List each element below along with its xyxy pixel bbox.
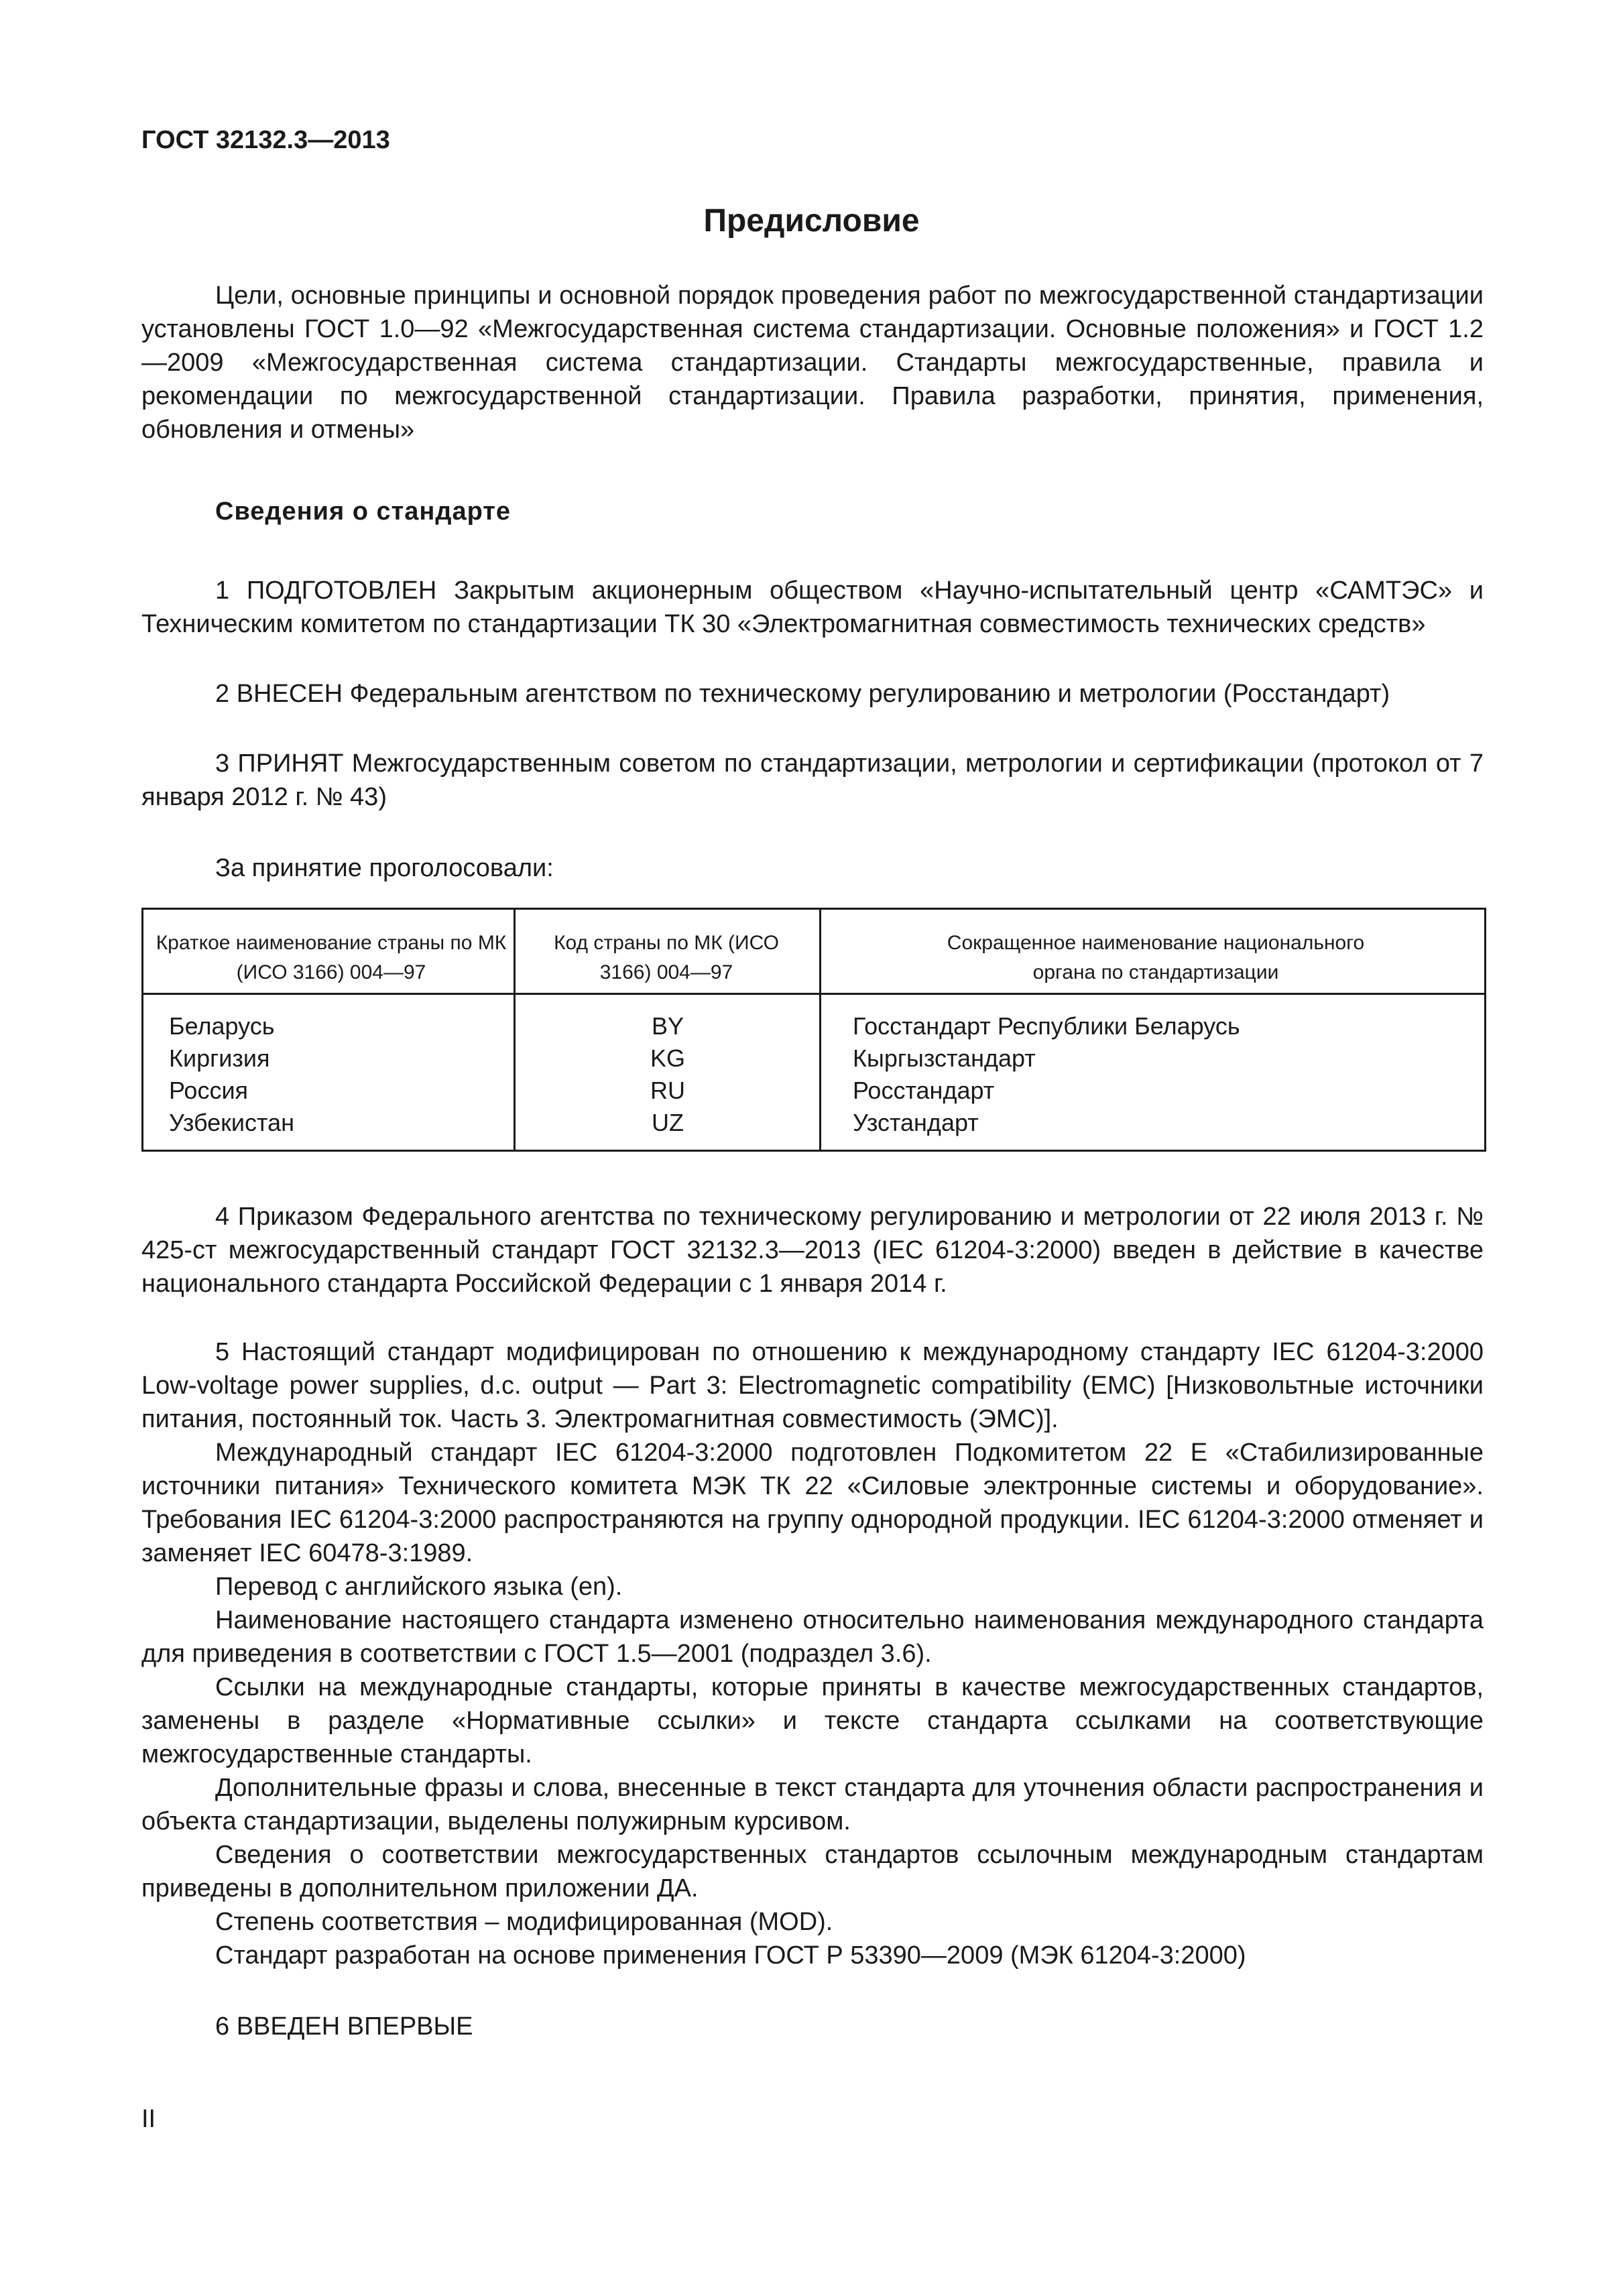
table-header-country: Краткое наименование страны по МК (ИСО 3166) 004—97 xyxy=(156,932,507,983)
voting-table xyxy=(141,908,1486,1152)
country-cell: Россия xyxy=(169,1077,249,1104)
column-divider xyxy=(514,910,516,1150)
item-5-name-change: Наименование настоящего стандарта изменено относительно наименования международного стандарта для приведения в соответствии с ГОСТ 1.5—2001 (подраздел 3.6). xyxy=(141,1606,1484,1668)
page-number: II xyxy=(141,2105,156,2133)
item-5-iec-info: Международный стандарт IEC 61204-3:2000 подготовлен Подкомитетом 22 Е «Стабилизированные источники питания» Технического комитета МЭК ТК 22 «Силовые электронные системы и оборудование». Требования IEC 61204-3:2000 распространяются на группу однородной продукции. IEC 61204-3:2000 отменяет и заменяет IEC 60478-3:1989. xyxy=(141,1439,1484,1567)
item-6-first-introduced: 6 ВВЕДЕН ВПЕРВЫЕ xyxy=(215,2012,473,2041)
item-5-modification: 5 Настоящий стандарт модифицирован по отношению к международному стандарту IEC 61204-3:2000 Low-voltage power supplies, d.c. output — Part 3: Electromagnetic compatibility (EMC) [Низковольтные источники питания, постоянный ток. Часть 3. Электромагнитная совместимость (ЭМС)]. xyxy=(141,1338,1484,1433)
header-divider xyxy=(143,993,1484,995)
document-code: ГОСТ 32132.3—2013 xyxy=(141,126,390,154)
vote-label: За принятие проголосовали: xyxy=(215,854,554,882)
code-cell: KG xyxy=(650,1044,685,1072)
country-cell: Беларусь xyxy=(169,1012,275,1040)
info-heading: Сведения о стандарте xyxy=(215,497,512,526)
item-5-additional-words: Дополнительные фразы и слова, внесенные в текст стандарта для уточнения области распространения и объекта стандартизации, выделены полужирным курсивом. xyxy=(141,1774,1484,1835)
country-cell: Узбекистан xyxy=(169,1109,295,1136)
item-5-conformity: Степень соответствия – модифицированная (MOD). xyxy=(215,1908,833,1936)
item-2-submitted: 2 ВНЕСЕН Федеральным агентством по техническому регулированию и метрологии (Росстандарт) xyxy=(215,680,1390,708)
item-3-adopted: 3 ПРИНЯТ Межгосударственным советом по стандартизации, метрологии и сертификации (протокол от 7 января 2012 г. № 43) xyxy=(141,749,1484,811)
table-header-body: Сокращенное наименование национального органа по стандартизации xyxy=(947,932,1365,983)
column-divider xyxy=(819,910,821,1150)
intro-paragraph: Цели, основные принципы и основной порядок проведения работ по межгосударственной стандартизации установлены ГОСТ 1.0—92 «Межгосударственная система стандартизации. Основные положения» и ГОСТ 1.2—2009 «Межгосударственная система стандартизации. Стандарты межгосударственные, правила и рекомендации по межгосударственной стандартизации. Правила разработки, принятия, применения, обновления и отмены» xyxy=(141,282,1484,444)
body-cell: Узстандарт xyxy=(853,1109,979,1136)
item-5-annex-info: Сведения о соответствии межгосударственных стандартов ссылочным международным стандартам приведены в дополнительном приложении ДА. xyxy=(141,1841,1484,1902)
item-1-prepared: 1 ПОДГОТОВЛЕН Закрытым акционерным обществом «Научно-испытательный центр «САМТЭС» и Техническим комитетом по стандартизации ТК 30 «Электромагнитная совместимость технических средств» xyxy=(141,577,1484,638)
item-5-basis: Стандарт разработан на основе применения ГОСТ Р 53390—2009 (МЭК 61204-3:2000) xyxy=(215,1941,1246,1970)
table-header-code: Код страны по МК (ИСО 3166) 004—97 xyxy=(554,932,779,983)
item-5-references: Ссылки на международные стандарты, которые приняты в качестве межгосударственных стандартов, заменены в разделе «Нормативные ссылки» и тексте стандарта ссылками на соответствующие межгосударственные стандарты. xyxy=(141,1673,1484,1768)
code-cell: UZ xyxy=(652,1109,684,1136)
code-cell: BY xyxy=(651,1012,684,1040)
item-4-order: 4 Приказом Федерального агентства по техническому регулированию и метрологии от 22 июля 2013 г. № 425-ст межгосударственный стандарт ГОСТ 32132.3—2013 (IEC 61204-3:2000) введен в действие в качестве национального стандарта Российской Федерации с 1 января 2014 г. xyxy=(141,1203,1484,1298)
body-cell: Росстандарт xyxy=(853,1077,995,1104)
page-title: Предисловие xyxy=(703,203,920,239)
country-cell: Киргизия xyxy=(169,1044,270,1072)
code-cell: RU xyxy=(650,1077,685,1104)
body-cell: Госстандарт Республики Беларусь xyxy=(853,1012,1240,1040)
body-cell: Кыргызстандарт xyxy=(853,1044,1036,1072)
item-5-translation: Перевод с английского языка (en). xyxy=(215,1573,623,1601)
